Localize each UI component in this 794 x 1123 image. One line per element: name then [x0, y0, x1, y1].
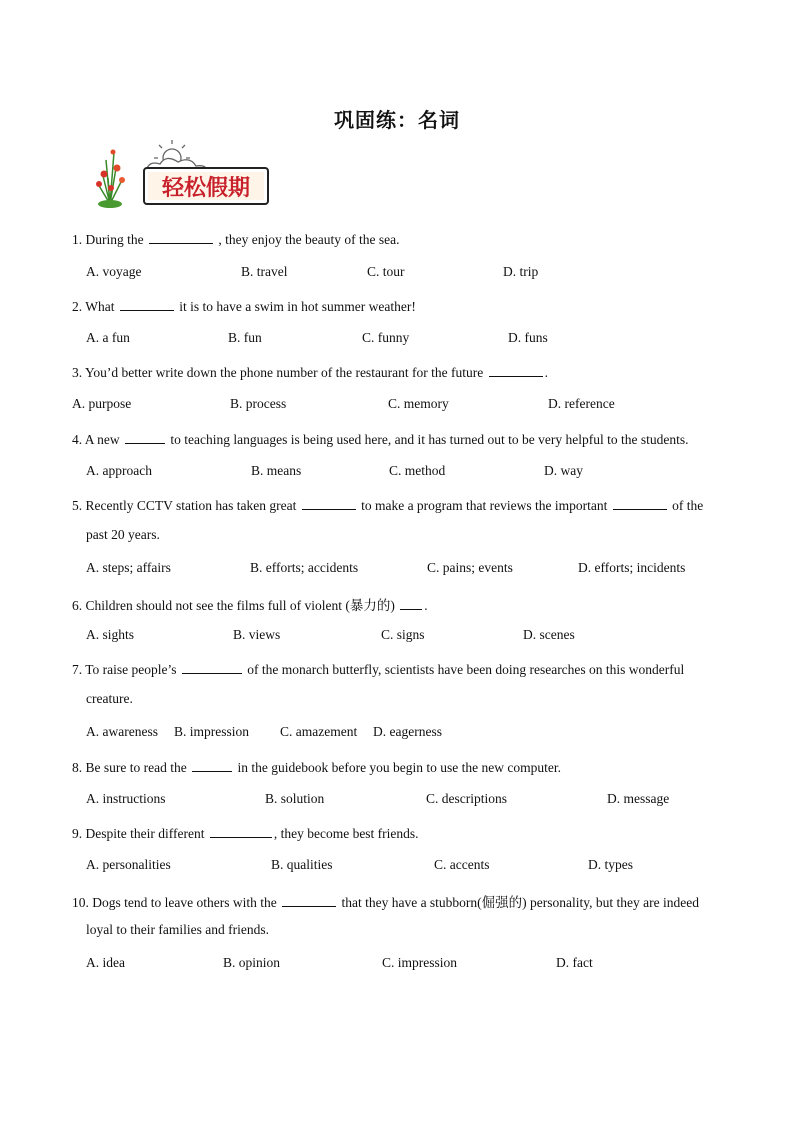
- option-d[interactable]: D. reference: [548, 396, 615, 411]
- options-6: [86, 627, 746, 645]
- option-d[interactable]: D. types: [588, 857, 633, 872]
- answer-blank[interactable]: [120, 297, 174, 311]
- option-d[interactable]: D. scenes: [523, 627, 575, 642]
- option-b[interactable]: B. means: [251, 463, 302, 478]
- option-c[interactable]: C. memory: [388, 396, 449, 411]
- option-b[interactable]: B. solution: [265, 791, 325, 806]
- options-2: [86, 330, 746, 348]
- option-c[interactable]: C. descriptions: [426, 791, 507, 806]
- question-2: 2. What it is to have a swim in hot summer weather!: [72, 299, 416, 314]
- option-a[interactable]: A. purpose: [72, 396, 132, 411]
- option-b[interactable]: B. views: [233, 627, 281, 642]
- question-6: 6. Children should not see the films full of violent (暴力的) .: [72, 598, 428, 613]
- page-title: 巩固练：名词: [334, 108, 460, 132]
- question-8: 8. Be sure to read the in the guidebook before you begin to use the new computer.: [72, 760, 562, 775]
- answer-blank[interactable]: [125, 430, 165, 444]
- answer-blank[interactable]: [400, 596, 422, 610]
- question-5-continued: past 20 years.: [86, 527, 160, 542]
- question-7-continued: creature.: [86, 691, 133, 706]
- options-4: [86, 463, 746, 481]
- option-d[interactable]: D. funs: [508, 330, 548, 345]
- option-d[interactable]: D. eagerness: [373, 724, 442, 739]
- question-3: 3. You’d better write down the phone number of the restaurant for the future .: [72, 365, 549, 380]
- option-a[interactable]: A. voyage: [86, 264, 142, 279]
- option-b[interactable]: B. process: [230, 396, 287, 411]
- option-a[interactable]: A. steps; affairs: [86, 560, 171, 575]
- option-c[interactable]: C. tour: [367, 264, 405, 279]
- answer-blank[interactable]: [302, 496, 356, 510]
- question-5: 5. Recently CCTV station has taken great to make a program that reviews the important of the: [72, 498, 704, 513]
- option-a[interactable]: A. a fun: [86, 330, 130, 345]
- option-a[interactable]: A. sights: [86, 627, 135, 642]
- option-a[interactable]: A. approach: [86, 463, 152, 478]
- option-c[interactable]: C. accents: [434, 857, 490, 872]
- question-7: 7. To raise people’s of the monarch butterfly, scientists have been doing researches on this wonderful: [72, 662, 685, 677]
- option-c[interactable]: C. funny: [362, 330, 410, 345]
- option-c[interactable]: C. method: [389, 463, 446, 478]
- option-b[interactable]: B. qualities: [271, 857, 333, 872]
- option-c[interactable]: C. impression: [382, 955, 458, 970]
- option-a[interactable]: A. personalities: [86, 857, 171, 872]
- option-d[interactable]: D. efforts; incidents: [578, 560, 686, 575]
- flower-plant-icon: [96, 150, 125, 209]
- option-b[interactable]: B. fun: [228, 330, 262, 345]
- option-a[interactable]: A. idea: [86, 955, 125, 970]
- question-10-continued: loyal to their families and friends.: [86, 922, 269, 937]
- option-d[interactable]: D. trip: [503, 264, 539, 279]
- option-d[interactable]: D. fact: [556, 955, 593, 970]
- question-1: 1. During the , they enjoy the beauty of the sea.: [72, 232, 400, 247]
- option-c[interactable]: C. pains; events: [427, 560, 513, 575]
- option-c[interactable]: C. amazement: [280, 724, 358, 739]
- logo-text: 轻松假期: [161, 176, 251, 201]
- options-1: [86, 264, 746, 282]
- option-d[interactable]: D. way: [544, 463, 583, 478]
- answer-blank[interactable]: [149, 230, 213, 244]
- option-b[interactable]: B. travel: [241, 264, 288, 279]
- option-a[interactable]: A. instructions: [86, 791, 166, 806]
- option-b[interactable]: B. impression: [174, 724, 250, 739]
- options-9: [86, 857, 746, 875]
- option-b[interactable]: B. opinion: [223, 955, 281, 970]
- answer-blank[interactable]: [282, 893, 336, 907]
- options-7: [86, 724, 746, 742]
- options-8: [86, 791, 746, 809]
- options-3: [72, 396, 732, 414]
- answer-blank[interactable]: [182, 660, 242, 674]
- options-5: [86, 560, 746, 578]
- answer-blank[interactable]: [210, 824, 272, 838]
- question-9: 9. Despite their different , they become best friends.: [72, 826, 419, 841]
- answer-blank[interactable]: [489, 363, 543, 377]
- option-a[interactable]: A. awareness: [86, 724, 158, 739]
- option-c[interactable]: C. signs: [381, 627, 425, 642]
- holiday-logo: [86, 138, 276, 210]
- answer-blank[interactable]: [613, 496, 667, 510]
- question-4: 4. A new to teaching languages is being used here, and it has turned out to be very helpful to the students.: [72, 432, 689, 447]
- option-b[interactable]: B. efforts; accidents: [250, 560, 359, 575]
- answer-blank[interactable]: [192, 758, 232, 772]
- question-10: 10. Dogs tend to leave others with the that they have a stubborn(倔强的) personality, but they are indeed: [72, 895, 699, 910]
- options-10: [86, 955, 746, 973]
- option-d[interactable]: D. message: [607, 791, 670, 806]
